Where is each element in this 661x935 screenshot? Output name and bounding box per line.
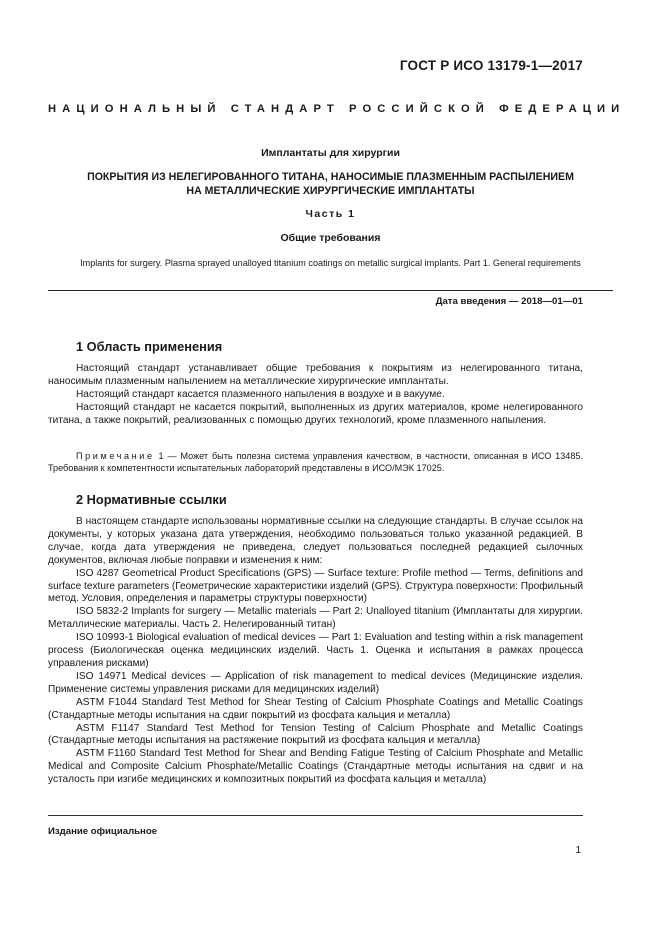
edition-label: Издание официальное — [48, 826, 158, 837]
section-1-heading: 1 Область применения — [76, 339, 223, 354]
reference-item: ASTM F1044 Standard Test Method for Shear Testing of Calcium Phosphate Coatings and Metallic Coatings (Стандартные методы испытания на сдвиг покрытий из фосфата кальция и металла) — [48, 696, 583, 721]
subject-line: Имплантаты для хирургии — [261, 147, 400, 159]
paragraph: Настоящий стандарт устанавливает общие требования к покрытиям из нелегированного титана, наносимым плазменным напылением на металлические хирургические имплантаты. — [48, 363, 583, 387]
reference-item: ASTM F1160 Standard Test Method for Shear and Bending Fatigue Testing of Calcium Phosphate and Metallic Medical and Composite Calcium Phosphate/Metallic Coatings (Стандартные методы испытания на сдвиг и на усталость при изгибе медицинских и композитных покрытий из фосфата кальция и металла) — [48, 748, 583, 786]
reference-item: ISO 5832-2 Implants for surgery — Metallic materials — Part 2: Unalloyed titanium (Имплантаты для хирургии. Металлические материалы. Часть 2. Нелегированный титан) — [48, 606, 583, 631]
english-title: Implants for surgery. Plasma sprayed unalloyed titanium coatings on metallic surgical implants. Part 1. General requirements — [80, 258, 581, 268]
note-label: Примечание — [76, 451, 155, 461]
reference-item: ISO 14971 Medical devices — Application of risk management to medical devices (Медицинские изделия. Применение системы управления рисками для медицинских изделий) — [48, 670, 583, 695]
introduction-date: Дата введения — 2018—01—01 — [435, 296, 583, 307]
section-1-note — [48, 450, 583, 474]
note-text: 1 — Может быть полезна система управления качеством, в частности, описанная в ИСО 13485. Требования к компетентности испытательных лабораторий представлены в ИСО/МЭК 17025. — [48, 451, 583, 473]
subtitle: Общие требования — [280, 232, 381, 244]
page-number: 1 — [575, 845, 581, 856]
paragraph: В настоящем стандарте использованы нормативные ссылки на следующие стандарты. В случае ссылок на документы, у которых указана дата утверждения, необходимо пользоваться только указанной редакцией. В случае, когда дата утверждения не приведена, следует пользоваться последней редакцией сылочных документов, включая любые поправки и изменения к ним: — [48, 516, 583, 566]
section-1-body — [48, 363, 583, 428]
document-id: ГОСТ Р ИСО 13179-1—2017 — [399, 58, 583, 73]
footer-divider — [48, 815, 583, 816]
reference-item: ASTM F1147 Standard Test Method for Tension Testing of Calcium Phosphate and Metallic Coatings (Стандартные методы испытания на растяжение покрытий из фосфата кальция и металла) — [48, 722, 583, 747]
national-standard-heading: НАЦИОНАЛЬНЫЙ СТАНДАРТ РОССИЙСКОЙ ФЕДЕРАЦИИ — [48, 103, 626, 115]
title-divider — [48, 290, 613, 291]
paragraph: Настоящий стандарт не касается покрытий, выполненных из других материалов, кроме нелегированного титана, а также покрытий, реализованных с помощью других технологий, кроме плазменного напыления. — [48, 401, 583, 426]
reference-item: ISO 10993-1 Biological evaluation of medical devices — Part 1: Evaluation and testing within a risk management process (Биологическая оценка медицинских изделий. Часть 1. Оценка и испытания в рамках процесса управления рисками) — [48, 632, 583, 669]
paragraph: Настоящий стандарт касается плазменного напыления в воздухе и в вакууме. — [76, 388, 445, 400]
title-line-1: ПОКРЫТИЯ ИЗ НЕЛЕГИРОВАННОГО ТИТАНА, НАНОСИМЫЕ ПЛАЗМЕННЫМ РАСПЫЛЕНИЕМ — [87, 171, 574, 183]
section-2-heading: 2 Нормативные ссылки — [76, 492, 227, 507]
title-line-2: НА МЕТАЛЛИЧЕСКИЕ ХИРУРГИЧЕСКИЕ ИМПЛАНТАТЫ — [186, 185, 475, 197]
section-2-body — [48, 516, 583, 787]
document-title — [48, 170, 613, 198]
reference-item: ISO 4287 Geometrical Product Specifications (GPS) — Surface texture: Profile method — Terms, definitions and surface texture parameters (Геометрические характеристики изделий (GPS). Структура поверхности: Профильный метод. Условия, определения и параметры структуры поверхности) — [48, 567, 583, 605]
part-label: Часть 1 — [305, 208, 356, 220]
